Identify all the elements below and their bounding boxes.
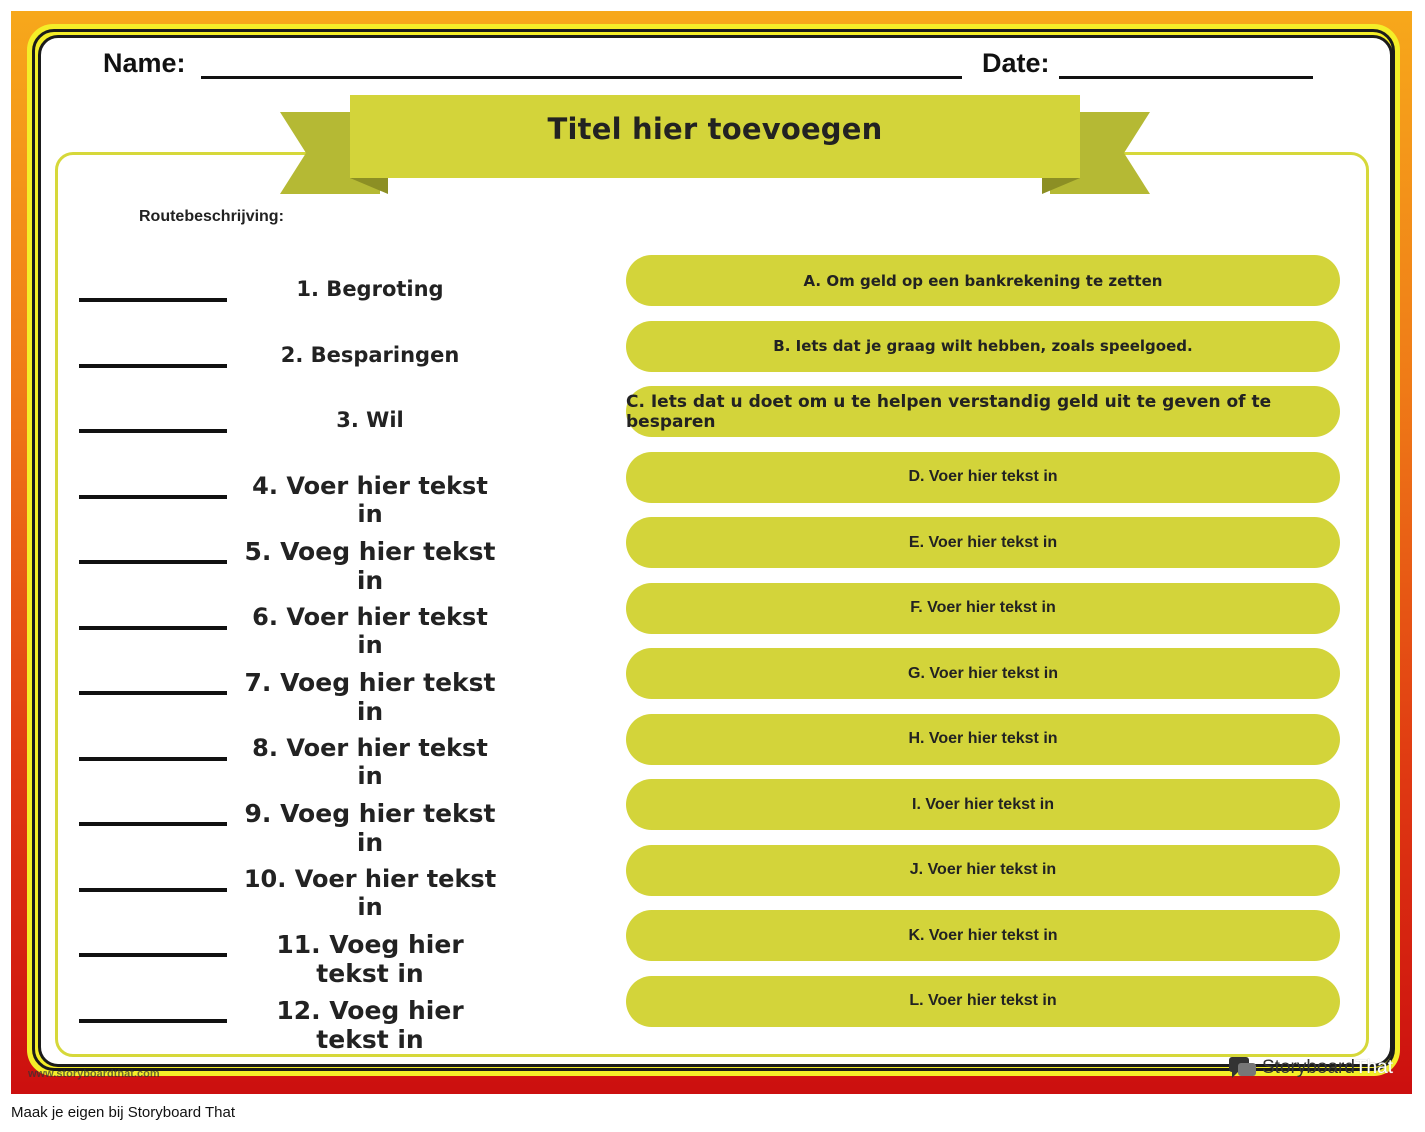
- definition-text: A. Om geld op een bankrekening te zetten: [803, 271, 1163, 290]
- term-item: 4. Voer hier tekst in: [252, 472, 488, 528]
- definition-text: H. Voer hier tekst in: [908, 730, 1058, 747]
- term-item: 11. Voeg hier tekst in: [276, 930, 464, 988]
- term-item: 3. Wil: [336, 408, 404, 432]
- answer-blank[interactable]: [79, 953, 227, 957]
- name-field[interactable]: [201, 76, 962, 79]
- page-title[interactable]: Titel hier toevoegen: [547, 112, 883, 146]
- definition-pill: [626, 452, 1340, 503]
- name-label: Name:: [103, 48, 186, 78]
- definition-pill: [626, 845, 1340, 896]
- term-item: 7. Voeg hier tekst in: [244, 668, 496, 726]
- definition-pill: [626, 583, 1340, 634]
- definition-text: E. Voer hier tekst in: [908, 533, 1058, 551]
- term-item: 10. Voer hier tekst in: [243, 865, 497, 921]
- date-field[interactable]: [1059, 76, 1313, 79]
- speech-bubble-icon: [1228, 1056, 1258, 1080]
- definition-text: D. Voer hier tekst in: [908, 468, 1058, 485]
- definition-pill: [626, 976, 1340, 1027]
- term-item: 5. Voeg hier tekst in: [244, 537, 496, 595]
- answer-blank[interactable]: [79, 1019, 227, 1023]
- answer-blank[interactable]: [79, 888, 227, 892]
- answer-blank[interactable]: [79, 560, 227, 564]
- storyboardthat-logo: [1228, 1056, 1393, 1080]
- definition-text: J. Voer hier tekst in: [909, 861, 1057, 878]
- answer-blank[interactable]: [79, 429, 227, 433]
- definition-pill: [626, 648, 1340, 699]
- answer-blank[interactable]: [79, 757, 227, 761]
- instructions-label: Routebeschrijving:: [139, 208, 284, 225]
- definition-pill: [626, 386, 1340, 437]
- definition-pill: [626, 255, 1340, 306]
- definition-text: F. Voer hier tekst in: [910, 599, 1056, 616]
- logo-text-that: That: [1354, 1057, 1393, 1078]
- answer-blank[interactable]: [79, 364, 227, 368]
- answer-blank[interactable]: [79, 298, 227, 302]
- definition-pill: [626, 517, 1340, 568]
- footer-text[interactable]: Maak je eigen bij Storyboard That: [11, 1104, 236, 1121]
- logo-text-storyboard: Storyboard: [1262, 1057, 1355, 1078]
- watermark-url: www.storyboardthat.com: [28, 1068, 160, 1080]
- definition-pill: [626, 714, 1340, 765]
- answer-blank[interactable]: [79, 691, 227, 695]
- answer-blank[interactable]: [79, 495, 227, 499]
- date-label: Date:: [982, 48, 1050, 78]
- term-item: 2. Besparingen: [280, 342, 460, 367]
- answer-blank[interactable]: [79, 626, 227, 630]
- definition-text: L. Voer hier tekst in: [909, 992, 1057, 1009]
- definition-text: I. Voer hier tekst in: [912, 795, 1054, 813]
- term-item: 12. Voeg hier tekst in: [276, 995, 464, 1054]
- definition-pill: [626, 779, 1340, 830]
- term-item: 8. Voer hier tekst in: [252, 734, 488, 790]
- term-item: 6. Voer hier tekst in: [252, 603, 488, 659]
- definition-text: K. Voer hier tekst in: [908, 926, 1058, 944]
- definition-text: G. Voer hier tekst in: [908, 664, 1058, 682]
- definition-pill: [626, 321, 1340, 372]
- definition-pill: [626, 910, 1340, 961]
- answer-blank[interactable]: [79, 822, 227, 826]
- definition-text: B. Iets dat je graag wilt hebben, zoals speelgoed.: [773, 337, 1193, 355]
- term-item: 9. Voeg hier tekst in: [244, 799, 496, 857]
- term-item: 1. Begroting: [296, 277, 444, 301]
- definition-text: C. Iets dat u doet om u te helpen verstandig geld uit te geven of te besparen: [626, 391, 1272, 432]
